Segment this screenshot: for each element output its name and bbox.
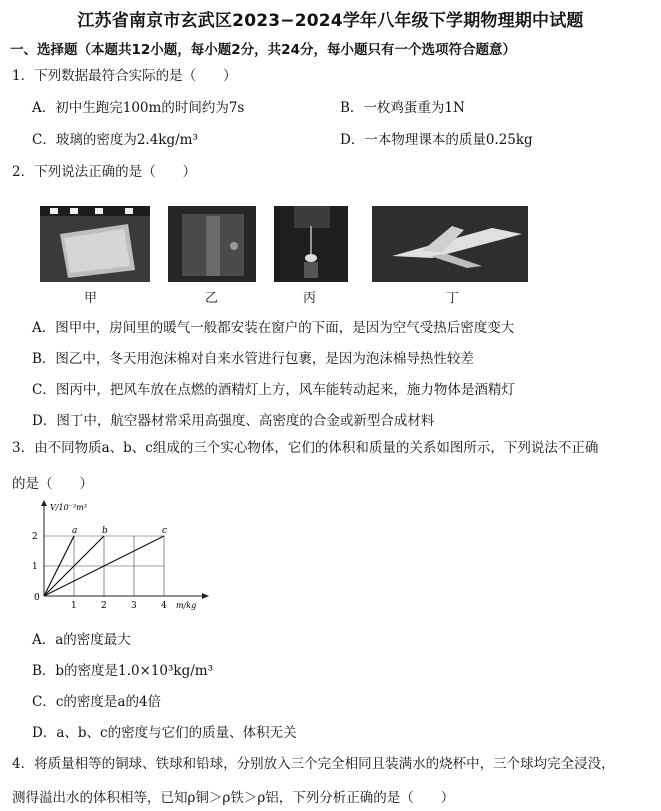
question-3-stem-line2: 的是（ ） <box>12 476 93 492</box>
q1-option-d: D．一本物理课本的质量0.25kg <box>340 132 533 148</box>
q3-option-b: B．b的密度是1.0×10³kg/m³ <box>32 663 214 679</box>
photo-bing <box>274 206 348 282</box>
aircraft-illustration <box>372 206 528 282</box>
graph-series <box>44 526 167 596</box>
q3-option-d: D．a、b、c的密度与它们的质量、体积无关 <box>32 725 297 741</box>
volume-mass-graph <box>14 500 214 620</box>
q2-option-d: D．图丁中，航空器材常采用高强度、高密度的合金或新型合成材料 <box>32 413 435 429</box>
y-tick-label-2: 2 <box>32 532 38 542</box>
graph-x-label: m/kg <box>176 601 197 610</box>
section-heading: 一、选择题（本题共12小题，每小题2分，共24分，每小题只有一个选项符合题意） <box>10 42 516 58</box>
x-tick-label-3: 3 <box>131 601 137 611</box>
photo-jia <box>40 206 150 282</box>
q3-option-a: A．a的密度最大 <box>32 632 131 648</box>
x-tick-label-4: 4 <box>161 601 167 611</box>
question-1-stem: 1．下列数据最符合实际的是（ ） <box>12 68 237 84</box>
caption-bing: 丙 <box>303 291 317 306</box>
q2-option-a: A．图甲中，房间里的暖气一般都安装在窗户的下面，是因为空气受热后密度变大 <box>32 320 515 336</box>
q2-option-c: C．图丙中，把风车放在点燃的酒精灯上方，风车能转动起来，施力物体是酒精灯 <box>32 382 515 398</box>
question-2-stem: 2．下列说法正确的是（ ） <box>12 164 197 180</box>
x-tick-label-2: 2 <box>101 601 107 611</box>
caption-yi: 乙 <box>205 291 219 306</box>
series-label-a: a <box>72 526 78 536</box>
question-4-stem-line1: 4．将质量相等的铜球、铁球和铅球，分别放入三个完全相同且装满水的烧杯中，三个球均完全浸没， <box>12 756 615 772</box>
x-axis-arrow-icon <box>202 593 209 599</box>
q2-option-b: B．图乙中，冬天用泡沫棉对自来水管进行包裹，是因为泡沫棉导热性较差 <box>32 351 474 367</box>
question-4-stem-line2: 测得溢出水的体积相等，已知ρ铜＞ρ铁＞ρ铝，下列分析正确的是（ ） <box>12 790 455 806</box>
q3-option-c: C．c的密度是a的4倍 <box>32 694 162 710</box>
graph-origin: 0 <box>34 593 40 603</box>
photo-ding <box>372 206 528 282</box>
graph-y-label: V/10⁻³m³ <box>50 503 87 512</box>
radiator-window-illustration <box>40 206 150 282</box>
y-axis-arrow-icon <box>41 500 47 506</box>
series-label-b: b <box>102 526 108 536</box>
q1-option-c: C．玻璃的密度为2.4kg/m³ <box>32 132 198 148</box>
series-label-c: c <box>162 526 168 536</box>
q1-option-a: A．初中生跑完100m的时间约为7s <box>32 100 245 116</box>
foam-pipe-illustration <box>168 206 256 282</box>
question-3-stem-line1: 3．由不同物质a、b、c组成的三个实心物体，它们的体积和质量的关系如图所示，下列说法不正确 <box>12 440 599 456</box>
photo-yi <box>168 206 256 282</box>
windmill-lamp-illustration <box>274 206 348 282</box>
page-title: 江苏省南京市玄武区2023−2024学年八年级下学期物理期中试题 <box>77 11 584 31</box>
y-tick-label-1: 1 <box>32 562 38 572</box>
caption-ding: 丁 <box>446 291 460 306</box>
x-tick-label-1: 1 <box>71 601 77 611</box>
caption-jia: 甲 <box>84 291 98 306</box>
q1-option-b: B．一枚鸡蛋重为1N <box>340 100 465 116</box>
